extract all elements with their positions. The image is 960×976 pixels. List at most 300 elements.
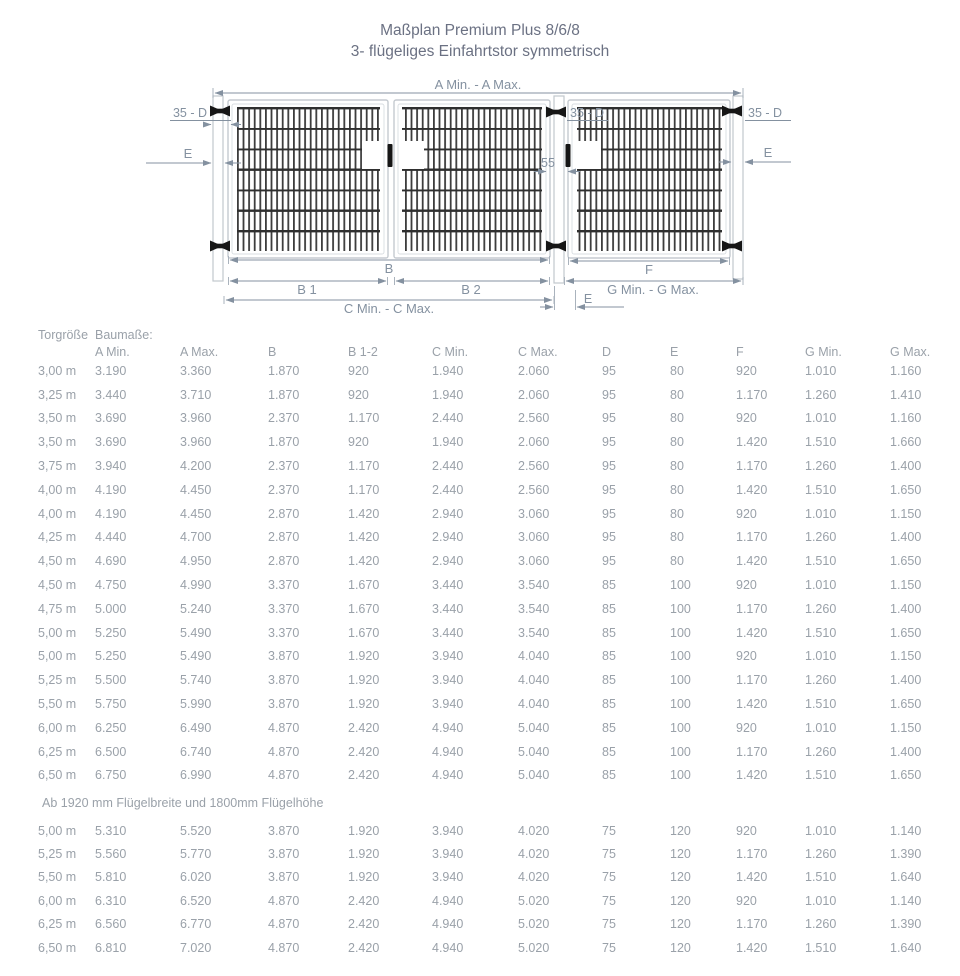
table-cell: 3,25 m	[38, 387, 77, 402]
table-cell: 4.990	[180, 578, 212, 593]
table-cell: 1.260	[805, 673, 837, 688]
table-cell: 4.870	[268, 744, 300, 759]
table-cell: 3.060	[518, 554, 550, 569]
table-cell: 1.170	[736, 601, 768, 616]
table-cell: 1.010	[805, 506, 837, 521]
table-cell: 3.870	[268, 823, 300, 838]
table-cell: 4.940	[432, 917, 464, 932]
table-cell: 5.240	[180, 601, 212, 616]
table-cell: 1.510	[805, 554, 837, 569]
table-cell: 3.370	[268, 578, 300, 593]
table-cell: 5.250	[95, 625, 127, 640]
dim-label-g: G Min. - G Max.	[607, 282, 699, 297]
table-row	[0, 526, 960, 550]
table-cell: 2.440	[432, 459, 464, 474]
table-cell: 75	[602, 847, 616, 862]
table-cell: 4,00 m	[38, 482, 77, 497]
table-cell: 3.940	[432, 697, 464, 712]
col-header-e: E	[670, 345, 679, 359]
table-cell: 5.520	[180, 823, 212, 838]
table-cell: 80	[670, 530, 684, 545]
table-cell: 1.260	[805, 744, 837, 759]
table-cell: 75	[602, 823, 616, 838]
table-cell: 95	[602, 459, 616, 474]
table-cell: 1.400	[890, 673, 922, 688]
table-cell: 3,00 m	[38, 363, 77, 378]
table-cell: 4.200	[180, 459, 212, 474]
table-cell: 1.940	[432, 387, 464, 402]
table-cell: 4.190	[95, 482, 127, 497]
table-cell: 4.020	[518, 823, 550, 838]
table-cell: 4.940	[432, 744, 464, 759]
table-cell: 1.510	[805, 482, 837, 497]
table-cell: 100	[670, 578, 691, 593]
table-cell: 4,25 m	[38, 530, 77, 545]
table-cell: 2.940	[432, 506, 464, 521]
table-cell: 7.020	[180, 940, 212, 955]
table-cell: 3.940	[95, 459, 127, 474]
table-cell: 1.400	[890, 459, 922, 474]
table-cell: 85	[602, 601, 616, 616]
table-cell: 2.060	[518, 435, 550, 450]
table-cell: 6,50 m	[38, 768, 77, 783]
col-header-g-min: G Min.	[805, 345, 842, 359]
table-cell: 100	[670, 697, 691, 712]
table-cell: 4.870	[268, 720, 300, 735]
table-row	[0, 430, 960, 454]
table-cell: 80	[670, 387, 684, 402]
table-row	[0, 936, 960, 959]
table-cell: 3.870	[268, 870, 300, 885]
dim-label-e-left: E	[183, 146, 193, 161]
table-row	[0, 502, 960, 526]
table-row	[0, 668, 960, 692]
table-cell: 4.040	[518, 697, 550, 712]
table-cell: 2.420	[348, 744, 380, 759]
table-cell: 1.420	[348, 530, 380, 545]
table-cell: 2.560	[518, 482, 550, 497]
table-cell: 1.920	[348, 673, 380, 688]
table-cell: 1.650	[890, 482, 922, 497]
table-cell: 75	[602, 870, 616, 885]
table-cell: 6,50 m	[38, 940, 77, 955]
table-row	[0, 764, 960, 788]
table-row	[0, 478, 960, 502]
table-cell: 4.690	[95, 554, 127, 569]
table-cell: 95	[602, 387, 616, 402]
table-cell: 3.960	[180, 411, 212, 426]
table-cell: 3.440	[432, 601, 464, 616]
table-cell: 4.940	[432, 940, 464, 955]
mesh-panel-3	[577, 107, 722, 251]
table-cell: 5,25 m	[38, 847, 77, 862]
table-cell: 4.020	[518, 847, 550, 862]
table-cell: 1.260	[805, 601, 837, 616]
table-cell: 4.870	[268, 917, 300, 932]
table-cell: 6,00 m	[38, 893, 77, 908]
table-row	[0, 407, 960, 431]
middle-post	[554, 96, 564, 283]
table-cell: 4,00 m	[38, 506, 77, 521]
table-cell: 5.020	[518, 893, 550, 908]
table-cell: 80	[670, 411, 684, 426]
table-row	[0, 819, 960, 842]
table-cell: 120	[670, 823, 691, 838]
table-cell: 4.020	[518, 870, 550, 885]
table-cell: 3,50 m	[38, 435, 77, 450]
table-cell: 4.870	[268, 893, 300, 908]
table-cell: 1.170	[736, 459, 768, 474]
table-cell: 3.940	[432, 823, 464, 838]
table-cell: 3.540	[518, 601, 550, 616]
table-cell: 2.370	[268, 482, 300, 497]
table-cell: 1.160	[890, 363, 922, 378]
table-cell: 1.420	[736, 940, 768, 955]
table-cell: 1.260	[805, 459, 837, 474]
table-cell: 5.770	[180, 847, 212, 862]
table-cell: 1.510	[805, 940, 837, 955]
table-cell: 1.400	[890, 530, 922, 545]
table-cell: 2.420	[348, 768, 380, 783]
latch-icon	[566, 144, 571, 167]
col-header-torgroesse: Torgröße	[38, 328, 89, 342]
table-cell: 1.420	[736, 554, 768, 569]
table-cell: 920	[736, 506, 757, 521]
table-cell: 5.250	[95, 649, 127, 664]
table-cell: 85	[602, 673, 616, 688]
table-cell: 6.020	[180, 870, 212, 885]
table-cell: 3.870	[268, 673, 300, 688]
table-cell: 4.040	[518, 649, 550, 664]
table-cell: 1.420	[736, 768, 768, 783]
table-cell: 1.160	[890, 411, 922, 426]
table-cell: 3.940	[432, 649, 464, 664]
table-cell: 1.150	[890, 506, 922, 521]
table-cell: 5.560	[95, 847, 127, 862]
table-cell: 2.060	[518, 387, 550, 402]
table-row	[0, 621, 960, 645]
table-cell: 1.510	[805, 768, 837, 783]
table-cell: 1.870	[268, 363, 300, 378]
table-cell: 2.370	[268, 411, 300, 426]
left-post	[213, 96, 223, 281]
col-header-baumasse: Baumaße:	[95, 328, 153, 342]
table-cell: 6.310	[95, 893, 127, 908]
title-block	[0, 20, 960, 62]
table-cell: 120	[670, 940, 691, 955]
table-cell: 80	[670, 363, 684, 378]
table-cell: 1.170	[736, 744, 768, 759]
table-row	[0, 359, 960, 383]
gate-dimension-drawing	[0, 78, 960, 318]
table-cell: 3.440	[432, 625, 464, 640]
table-cell: 85	[602, 744, 616, 759]
table-cell: 3,50 m	[38, 411, 77, 426]
table-cell: 1.390	[890, 917, 922, 932]
table-cell: 5.020	[518, 917, 550, 932]
table-cell: 5.810	[95, 870, 127, 885]
table-cell: 1.010	[805, 823, 837, 838]
table-cell: 4,50 m	[38, 554, 77, 569]
table-cell: 1.400	[890, 601, 922, 616]
table-cell: 2.060	[518, 363, 550, 378]
table-cell: 4.700	[180, 530, 212, 545]
table-cell: 2.420	[348, 720, 380, 735]
table-cell: 3.060	[518, 506, 550, 521]
table-row	[0, 549, 960, 573]
table-cell: 5.490	[180, 625, 212, 640]
table-cell: 1.420	[736, 870, 768, 885]
table-cell: 3.440	[95, 387, 127, 402]
table-cell: 2.560	[518, 411, 550, 426]
table-cell: 6.500	[95, 744, 127, 759]
table-cell: 4.950	[180, 554, 212, 569]
table-cell: 1.150	[890, 720, 922, 735]
table-cell: 3.940	[432, 870, 464, 885]
table-cell: 1.870	[268, 387, 300, 402]
gate-leaf-2	[394, 100, 550, 258]
table-cell: 100	[670, 720, 691, 735]
table-cell: 4,50 m	[38, 578, 77, 593]
size-table-upper	[0, 359, 960, 787]
table-cell: 85	[602, 649, 616, 664]
table-cell: 3.540	[518, 578, 550, 593]
table-cell: 1.920	[348, 823, 380, 838]
table-cell: 5.040	[518, 720, 550, 735]
table-cell: 5.490	[180, 649, 212, 664]
table-cell: 80	[670, 554, 684, 569]
table-cell: 3.940	[432, 673, 464, 688]
table-cell: 5.500	[95, 673, 127, 688]
table-cell: 75	[602, 917, 616, 932]
table-cell: 920	[736, 823, 757, 838]
table-cell: 1.420	[736, 435, 768, 450]
table-cell: 120	[670, 870, 691, 885]
col-header-b: B	[268, 345, 277, 359]
table-cell: 4.750	[95, 578, 127, 593]
lock-cutout-1	[362, 141, 380, 169]
dim-label-c: C Min. - C Max.	[343, 301, 435, 316]
table-cell: 5,00 m	[38, 649, 77, 664]
table-cell: 1.510	[805, 625, 837, 640]
table-cell: 5.740	[180, 673, 212, 688]
table-cell: 920	[348, 387, 369, 402]
table-cell: 120	[670, 893, 691, 908]
table-cell: 6,25 m	[38, 917, 77, 932]
table-cell: 100	[670, 744, 691, 759]
table-cell: 80	[670, 482, 684, 497]
table-cell: 1.640	[890, 940, 922, 955]
table-cell: 6.750	[95, 768, 127, 783]
table-cell: 6.560	[95, 917, 127, 932]
table-cell: 85	[602, 768, 616, 783]
table-cell: 6.770	[180, 917, 212, 932]
table-cell: 3.360	[180, 363, 212, 378]
table-cell: 75	[602, 940, 616, 955]
table-cell: 1.670	[348, 625, 380, 640]
table-cell: 2.420	[348, 893, 380, 908]
table-cell: 1.170	[348, 459, 380, 474]
table-cell: 920	[736, 720, 757, 735]
gate-leaf-3	[568, 100, 730, 258]
table-cell: 2.420	[348, 940, 380, 955]
col-header-a-max: A Max.	[180, 345, 219, 359]
table-cell: 3,75 m	[38, 459, 77, 474]
lock-cutout-2	[402, 141, 424, 169]
table-cell: 4.450	[180, 506, 212, 521]
table-cell: 120	[670, 847, 691, 862]
table-cell: 95	[602, 363, 616, 378]
table-cell: 80	[670, 506, 684, 521]
table-cell: 920	[348, 363, 369, 378]
table-cell: 4.440	[95, 530, 127, 545]
page-title: Maßplan Premium Plus 8/6/8	[380, 22, 580, 39]
dim-label-b1: B 1	[297, 282, 317, 297]
dim-label-e-right: E	[763, 145, 773, 160]
table-cell: 1.420	[736, 625, 768, 640]
table-cell: 1.170	[348, 482, 380, 497]
table-cell: 1.650	[890, 554, 922, 569]
table-cell: 5.750	[95, 697, 127, 712]
table-cell: 3.870	[268, 649, 300, 664]
table-cell: 5,50 m	[38, 697, 77, 712]
table-cell: 1.170	[736, 530, 768, 545]
dim-label-e-bottom: E	[583, 292, 593, 306]
table-cell: 4.940	[432, 768, 464, 783]
table-cell: 95	[602, 530, 616, 545]
table-cell: 80	[670, 435, 684, 450]
table-cell: 1.650	[890, 768, 922, 783]
table-cell: 95	[602, 435, 616, 450]
table-cell: 1.170	[736, 387, 768, 402]
table-row	[0, 597, 960, 621]
table-cell: 1.920	[348, 847, 380, 862]
size-table-lower	[0, 819, 960, 959]
table-cell: 3.540	[518, 625, 550, 640]
table-cell: 4.870	[268, 940, 300, 955]
table-cell: 5.310	[95, 823, 127, 838]
table-cell: 1.150	[890, 649, 922, 664]
table-cell: 3.710	[180, 387, 212, 402]
col-header-c-min: C Min.	[432, 345, 469, 359]
dim-label-b2: B 2	[461, 282, 481, 297]
table-row	[0, 454, 960, 478]
col-header-b12: B 1-2	[348, 345, 378, 359]
table-cell: 95	[602, 554, 616, 569]
table-row	[0, 383, 960, 407]
table-cell: 100	[670, 625, 691, 640]
table-cell: 1.390	[890, 847, 922, 862]
mesh-panel-2	[402, 107, 542, 251]
table-cell: 1.510	[805, 435, 837, 450]
table-cell: 95	[602, 506, 616, 521]
table-cell: 2.560	[518, 459, 550, 474]
table-cell: 5.040	[518, 768, 550, 783]
table-cell: 1.400	[890, 744, 922, 759]
table-cell: 6.740	[180, 744, 212, 759]
table-note: Ab 1920 mm Flügelbreite und 1800mm Flügelhöhe	[42, 796, 324, 810]
table-cell: 2.870	[268, 506, 300, 521]
table-row	[0, 913, 960, 936]
table-row	[0, 889, 960, 912]
dim-label-55: 55	[541, 156, 555, 170]
table-cell: 2.870	[268, 530, 300, 545]
table-cell: 3.440	[432, 578, 464, 593]
table-cell: 1.940	[432, 435, 464, 450]
table-cell: 1.260	[805, 387, 837, 402]
table-cell: 3.370	[268, 625, 300, 640]
table-cell: 920	[736, 893, 757, 908]
table-cell: 1.260	[805, 917, 837, 932]
table-cell: 1.170	[348, 411, 380, 426]
table-cell: 920	[736, 411, 757, 426]
table-cell: 1.170	[736, 847, 768, 862]
table-cell: 1.260	[805, 530, 837, 545]
table-cell: 920	[736, 578, 757, 593]
table-cell: 1.420	[348, 554, 380, 569]
table-row	[0, 573, 960, 597]
table-cell: 3.870	[268, 697, 300, 712]
table-cell: 85	[602, 625, 616, 640]
table-cell: 1.170	[736, 917, 768, 932]
col-header-g-max: G Max.	[890, 345, 931, 359]
table-cell: 6.810	[95, 940, 127, 955]
table-row	[0, 716, 960, 740]
table-cell: 85	[602, 720, 616, 735]
table-cell: 75	[602, 893, 616, 908]
table-cell: 1.640	[890, 870, 922, 885]
table-cell: 100	[670, 673, 691, 688]
table-cell: 1.150	[890, 578, 922, 593]
table-cell: 1.010	[805, 649, 837, 664]
table-cell: 4,75 m	[38, 601, 77, 616]
table-cell: 6.990	[180, 768, 212, 783]
table-cell: 1.170	[736, 673, 768, 688]
table-cell: 5,00 m	[38, 823, 77, 838]
table-cell: 1.670	[348, 578, 380, 593]
table-cell: 5.020	[518, 940, 550, 955]
table-cell: 1.920	[348, 649, 380, 664]
table-cell: 2.940	[432, 554, 464, 569]
table-cell: 6.520	[180, 893, 212, 908]
table-cell: 920	[736, 649, 757, 664]
table-row	[0, 866, 960, 889]
table-cell: 5,50 m	[38, 870, 77, 885]
gate-leaf-1	[228, 100, 388, 258]
table-row	[0, 692, 960, 716]
table-cell: 85	[602, 578, 616, 593]
table-cell: 5.000	[95, 601, 127, 616]
table-cell: 4.450	[180, 482, 212, 497]
dim-label-b: B	[384, 261, 394, 276]
table-cell: 1.420	[736, 482, 768, 497]
hinge-icon	[722, 241, 742, 252]
table-row	[0, 740, 960, 764]
table-cell: 2.420	[348, 917, 380, 932]
table-cell: 100	[670, 649, 691, 664]
col-header-c-max: C Max.	[518, 345, 558, 359]
table-cell: 120	[670, 917, 691, 932]
table-cell: 3.690	[95, 411, 127, 426]
table-cell: 1.410	[890, 387, 922, 402]
table-cell: 1.870	[268, 435, 300, 450]
table-cell: 3.370	[268, 601, 300, 616]
table-cell: 6.490	[180, 720, 212, 735]
table-cell: 1.510	[805, 870, 837, 885]
table-cell: 3.940	[432, 847, 464, 862]
right-post	[733, 96, 743, 279]
table-cell: 5.990	[180, 697, 212, 712]
